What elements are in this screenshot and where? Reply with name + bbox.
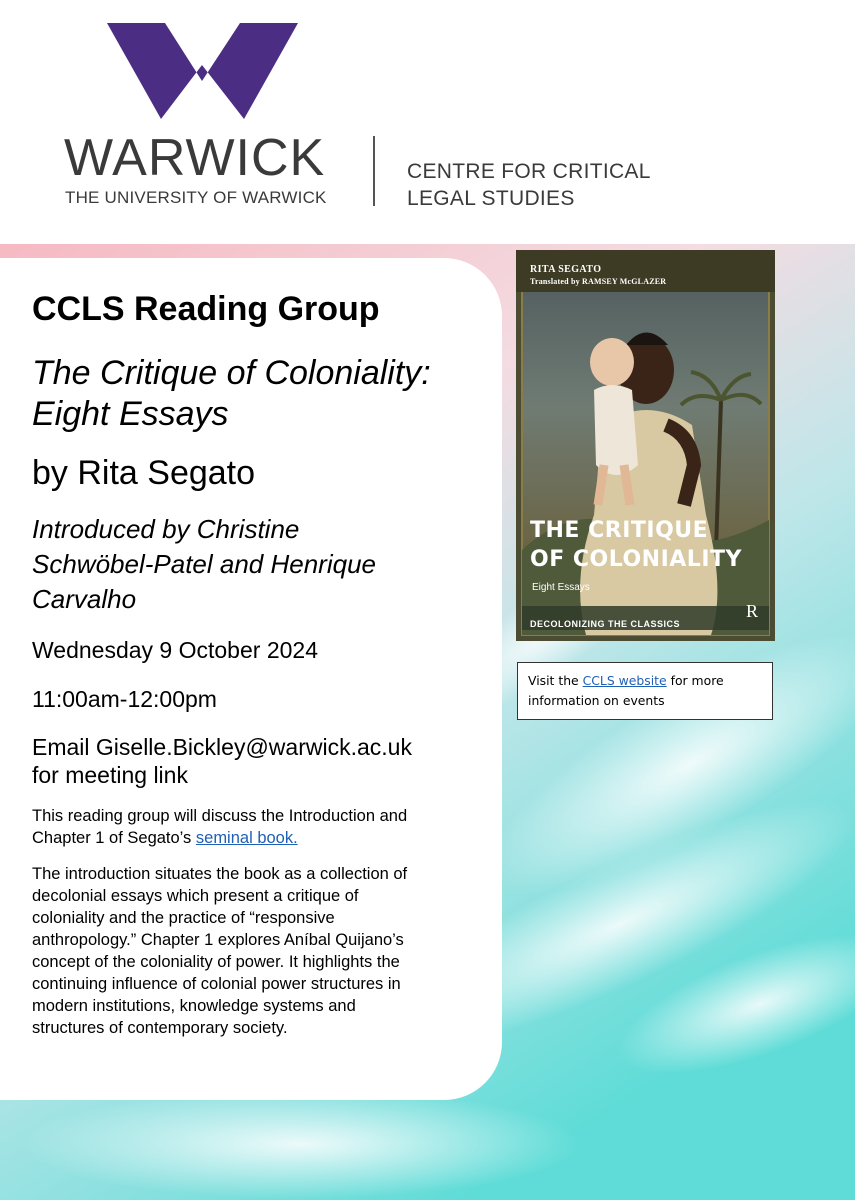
- publisher-logo-icon: R: [746, 601, 759, 621]
- description-line: anthropology.” Chapter 1 explores Aníbal Quijano’s: [32, 931, 404, 949]
- header: [0, 0, 855, 244]
- warwick-logo-icon: [107, 23, 298, 119]
- introduced-by: [32, 512, 492, 617]
- event-title: CCLS Reading Group: [32, 290, 380, 328]
- description-line: decolonial essays which present a critique of: [32, 887, 359, 905]
- email-instructions: [32, 733, 492, 789]
- info-box: [517, 662, 773, 720]
- description-line: [32, 827, 502, 849]
- book-title-line: The Critique of Coloniality:: [32, 354, 431, 392]
- description-line: continuing influence of colonial power structures in: [32, 975, 401, 993]
- info-text: information on events: [528, 693, 665, 708]
- seminal-book-link[interactable]: seminal book.: [195, 829, 298, 847]
- university-name: THE UNIVERSITY OF WARWICK: [65, 188, 327, 207]
- ccls-website-link[interactable]: CCLS website: [582, 673, 667, 688]
- cover-author: RITA SEGATO: [530, 264, 602, 275]
- event-date: Wednesday 9 October 2024: [32, 637, 318, 663]
- description-line: The introduction situates the book as a collection of: [32, 865, 408, 883]
- book-title-line: Eight Essays: [32, 395, 229, 433]
- department-name: [407, 158, 707, 212]
- description-line: concept of the coloniality of power. It highlights the: [32, 953, 400, 971]
- cover-subtitle: Eight Essays: [532, 582, 590, 593]
- introduced-by-line: Schwöbel-Patel and Henrique: [32, 549, 376, 579]
- cover-title: [530, 516, 770, 574]
- description-paragraph-1: [32, 805, 502, 849]
- cover-translator: Translated by RAMSEY McGLAZER: [530, 277, 667, 286]
- introduced-by-line: Introduced by Christine: [32, 514, 300, 544]
- email-line: for meeting link: [32, 762, 188, 788]
- description-line: coloniality and the practice of “responsive: [32, 909, 335, 927]
- info-text: for more: [666, 673, 724, 688]
- description-line: This reading group will discuss the Introduction and: [32, 807, 408, 825]
- department-line: CENTRE FOR CRITICAL: [407, 160, 651, 183]
- warwick-wordmark: WARWICK: [64, 129, 326, 187]
- event-time: 11:00am-12:00pm: [32, 686, 217, 712]
- cover-series: DECOLONIZING THE CLASSICS: [530, 619, 681, 629]
- book-author: by Rita Segato: [32, 454, 256, 492]
- description-line: structures of contemporary society.: [32, 1019, 288, 1037]
- cover-title-line: THE CRITIQUE: [530, 518, 709, 543]
- email-line: Email Giselle.Bickley@warwick.ac.uk: [32, 734, 412, 760]
- header-divider: [373, 136, 375, 206]
- description-line: modern institutions, knowledge systems and: [32, 997, 356, 1015]
- department-line: LEGAL STUDIES: [407, 187, 575, 210]
- book-title: [32, 353, 492, 435]
- description-paragraph-2: [32, 863, 502, 1039]
- introduced-by-line: Carvalho: [32, 584, 137, 614]
- description-text: Chapter 1 of Segato’s: [32, 829, 196, 847]
- cover-title-line: OF COLONIALITY: [530, 547, 742, 572]
- info-text: Visit the: [528, 673, 583, 688]
